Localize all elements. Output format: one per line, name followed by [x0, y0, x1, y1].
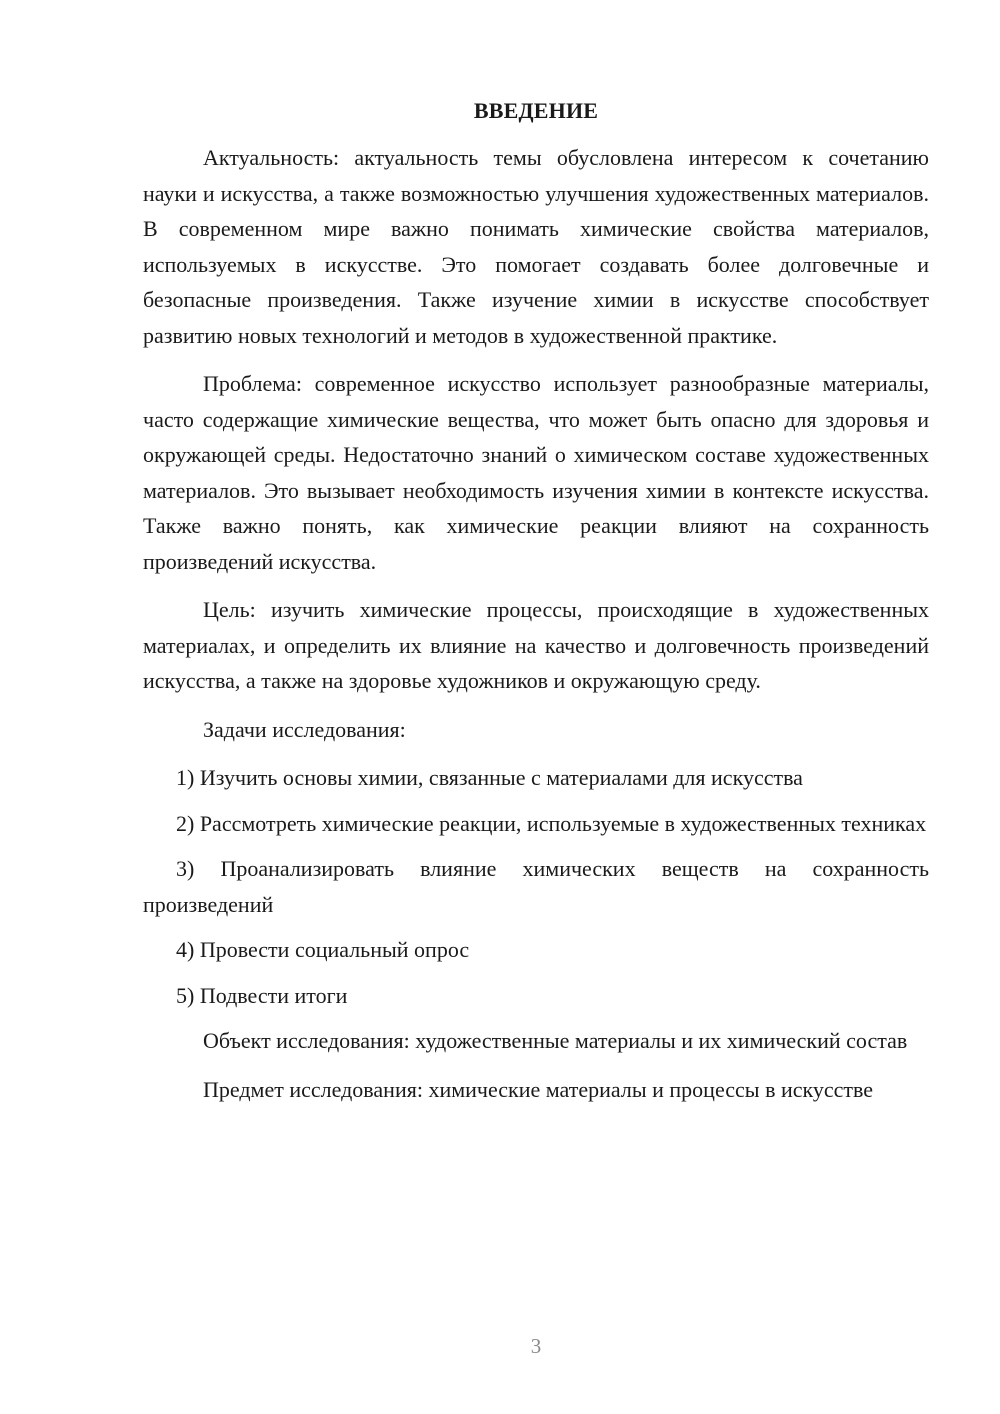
task-item-4: 4) Провести социальный опрос: [176, 937, 470, 962]
subject-paragraph: Предмет исследования: химические материалы и процессы в искусстве: [203, 1076, 874, 1102]
section-heading: ВВЕДЕНИЕ: [473, 98, 599, 123]
page-content: [143, 93, 929, 1120]
goal-paragraph: Цель: изучить химические процессы, происходящие в художественных материалах, и определить их влияние на качество и долговечность произведений искусства, а также на здоровье художников и окружающую среду.: [143, 597, 929, 693]
page-number: 3: [530, 1334, 542, 1358]
problem-paragraph: Проблема: современное искусство использует разнообразные материалы, часто содержащие химические вещества, что может быть опасно для здоровья и окружающей среды. Недостаточно знаний о химическом составе художественных материалов. Это вызывает необходимость изучения химии в контексте искусства. Также важно понять, как химические реакции влияют на сохранность произведений искусства.: [143, 371, 929, 574]
relevance-paragraph: Актуальность: актуальность темы обусловлена интересом к сочетанию науки и искусства, а также возможностью улучшения художественных материалов. В современном мире важно понимать химические свойства материалов, используемых в искусстве. Это помогает создавать более долговечные и безопасные произведения. Также изучение химии в искусстве способствует развитию новых технологий и методов в художественной практике.: [143, 145, 929, 348]
task-item-1: 1) Изучить основы химии, связанные с материалами для искусства: [176, 765, 803, 790]
task-item-3: 3) Проанализировать влияние химических веществ на сохранность произведений: [143, 856, 929, 917]
task-item-5: 5) Подвести итоги: [176, 982, 348, 1008]
task-item-2: 2) Рассмотреть химические реакции, используемые в художественных техниках: [176, 810, 927, 836]
object-paragraph: Объект исследования: художественные материалы и их химический состав: [203, 1028, 908, 1053]
tasks-title: Задачи исследования:: [203, 716, 406, 742]
